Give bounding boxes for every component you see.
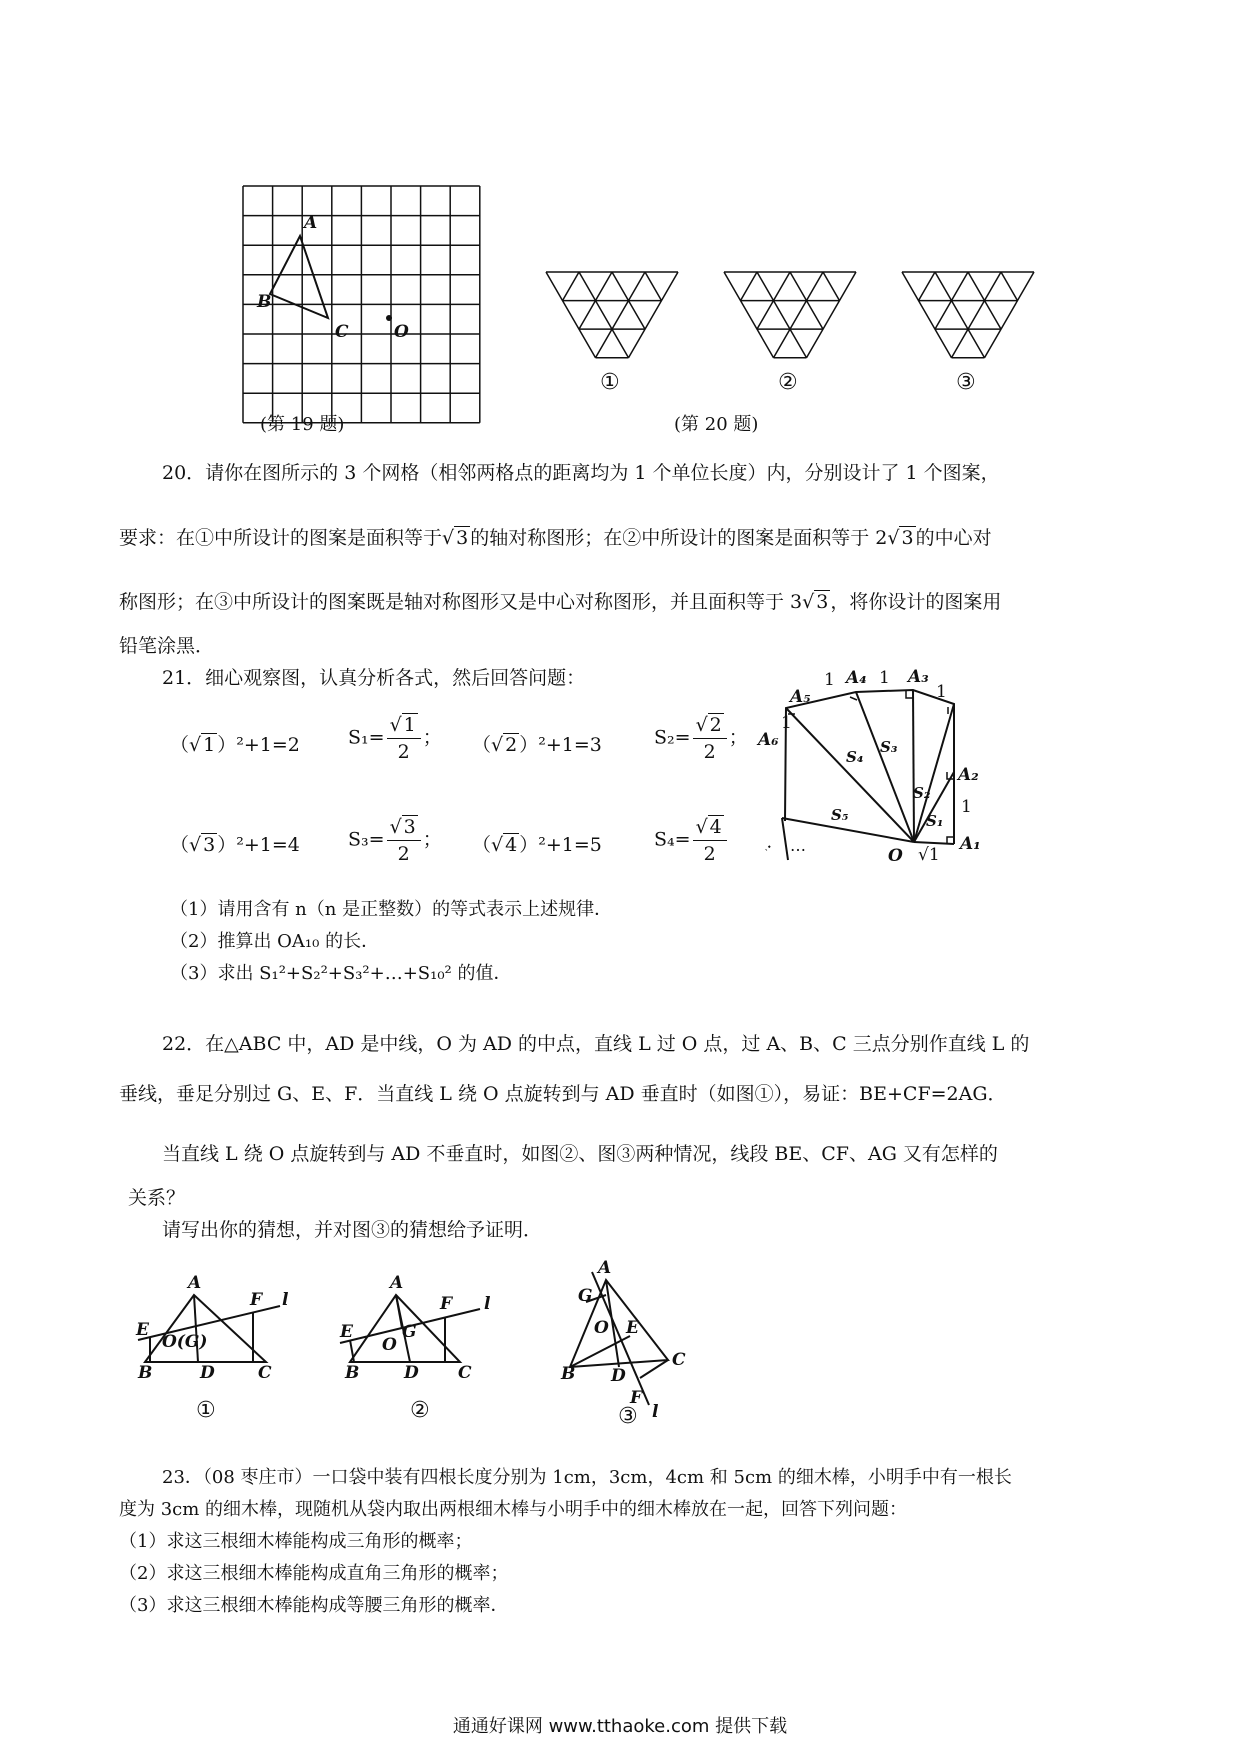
q20-line4: 铅笔涂黑． [119, 635, 215, 657]
fig3-label-b: B [561, 1364, 576, 1384]
q21-formula-3: （√ 3 ）²+1=4 [170, 834, 300, 856]
label-o-spiral: O [888, 846, 903, 866]
label-one-c: 1 [936, 682, 947, 702]
page-footer: 通通好课网 www.tthaoke.com 提供下载 [452, 1716, 788, 1737]
q22-line5: 请写出你的猜想，并对图③的猜想给予证明． [162, 1219, 543, 1241]
fig1-label-a: A [188, 1273, 202, 1293]
q23-part2: （2）求这三根细木棒能构成直角三角形的概率； [119, 1563, 509, 1584]
fig20-mark-3: ③ [956, 370, 976, 395]
q20-line1: 20．请你在图所示的 3 个网格（相邻两格点的距离均为 1 个单位长度）内，分别设计了 1 个图案， [162, 462, 1000, 484]
fig2-label-g: G [402, 1322, 417, 1342]
fig1-label-d: D [200, 1363, 215, 1383]
fig1-label-e: E [136, 1320, 149, 1340]
label-a2: A₂ [958, 765, 979, 785]
q21-part3: （3）求出 S₁²+S₂²+S₃²+…+S₁₀² 的值． [170, 963, 512, 984]
q22-line4: 关系？ [128, 1187, 186, 1209]
q23-line2: 度为 3cm 的细木棒，现随机从袋内取出两根细木棒与小明手中的细木棒放在一起，回答下列问题： [119, 1499, 908, 1520]
label-dots: … [790, 836, 806, 855]
fig3-label-g: G [578, 1286, 593, 1306]
q21-intro: 21．细心观察图，认真分析各式，然后回答问题： [162, 667, 586, 689]
q20-line2: 要求：在①中所设计的图案是面积等于√ 3 的轴对称图形；在②中所设计的图案是面积等于 2√ 3 的中心对 [119, 527, 992, 549]
fig3-label-e: E [626, 1318, 639, 1338]
label-c: C [335, 322, 349, 342]
fig3-label-f: F [630, 1388, 643, 1408]
label-a3: A₃ [908, 667, 929, 687]
fig2-label-o: O [382, 1335, 397, 1355]
q22-line2: 垂线，垂足分别过 G、E、F．当直线 L 绕 O 点旋转到与 AD 垂直时（如图①），易证：BE+CF=2AG． [119, 1083, 1007, 1105]
fig2-label-b: B [345, 1363, 360, 1383]
fig1-label-f: F [250, 1290, 263, 1310]
q23-part3: （3）求这三根细木棒能构成等腰三角形的概率． [119, 1595, 509, 1616]
fig3-label-o: O [594, 1318, 609, 1338]
q22-fig-mark-1: ① [196, 1398, 216, 1423]
label-s2: S₂ [913, 784, 931, 802]
fig1-label-c: C [258, 1363, 272, 1383]
label-a4: A₄ [846, 668, 867, 688]
fig2-label-c: C [458, 1363, 472, 1383]
label-a: A [304, 213, 318, 233]
q21-s4: S₄= $\frac{√ 4}{2}$ [654, 814, 729, 867]
label-o: O [394, 322, 409, 342]
fig2-label-a: A [390, 1273, 404, 1293]
label-b: B [257, 292, 272, 312]
q21-s1: S₁= $\frac{√ 1}{2}$ ； [348, 714, 442, 763]
label-one-d: 1 [961, 797, 972, 817]
q21-part1: （1）请用含有 n（n 是正整数）的等式表示上述规律． [170, 899, 613, 920]
q21-s3: S₃= $\frac{√ 3}{2}$ ； [348, 816, 442, 865]
fig1-label-l: l [282, 1290, 289, 1310]
fig20-mark-2: ② [778, 370, 798, 395]
fig19-caption: (第 19 题) [260, 414, 345, 435]
q22-fig-mark-2: ② [410, 1398, 430, 1423]
label-s1: S₁ [926, 812, 944, 830]
q21-part2: （2）推算出 OA₁₀ 的长． [170, 931, 380, 952]
fig20-mark-1: ① [600, 370, 620, 395]
label-a1: A₁ [960, 834, 981, 854]
q22-fig-mark-3: ③ [618, 1404, 638, 1429]
q23-part1: （1）求这三根细木棒能构成三角形的概率； [119, 1531, 473, 1552]
label-a5: A₅ [790, 687, 811, 707]
fig3-label-l: l [652, 1402, 659, 1422]
label-s3: S₃ [880, 738, 898, 756]
fig3-label-d: D [611, 1366, 626, 1386]
fig3-label-c: C [672, 1350, 686, 1370]
label-one-a: 1 [824, 670, 835, 690]
q21-formula-4: （√ 4 ）²+1=5 [472, 834, 602, 856]
label-s5: S₅ [831, 806, 849, 824]
q21-formula-2: （√ 2 ）²+1=3 [472, 734, 602, 756]
q22-line3: 当直线 L 绕 O 点旋转到与 AD 不垂直时，如图②、图③两种情况，线段 BE、CF、AG 又有怎样的 [162, 1143, 998, 1165]
q20-line3: 称图形；在③中所设计的图案既是轴对称图形又是中心对称图形，并且面积等于 3√ 3 ，将你设计的图案用 [119, 591, 1002, 613]
q21-s2: S₂= $\frac{√ 2}{2}$ ； [654, 714, 748, 763]
fig2-label-l: l [484, 1294, 491, 1314]
fig2-label-d: D [404, 1363, 419, 1383]
label-root1: √1 [918, 845, 940, 865]
label-one-b: 1 [879, 668, 890, 688]
fig1-label-og: O(G) [162, 1332, 208, 1352]
fig1-label-b: B [138, 1363, 153, 1383]
label-s4: S₄ [846, 748, 864, 766]
fig20-caption: (第 20 题) [674, 414, 759, 435]
label-a6: A₆ [758, 730, 779, 750]
q21-formula-1: （√ 1 ）²+1=2 [170, 734, 300, 756]
fig2-label-e: E [340, 1322, 353, 1342]
label-one-e: 1 [781, 713, 792, 733]
q23-line1: 23．（08 枣庄市）一口袋中装有四根长度分别为 1cm，3cm，4cm 和 5cm 的细木棒，小明手中有一根长 [162, 1467, 1012, 1488]
fig2-label-f: F [440, 1294, 453, 1314]
q22-line1: 22．在△ABC 中，AD 是中线，O 为 AD 的中点，直线 L 过 O 点，过 A、B、C 三点分别作直线 L 的 [162, 1033, 1030, 1055]
fig3-label-a: A [598, 1258, 612, 1278]
